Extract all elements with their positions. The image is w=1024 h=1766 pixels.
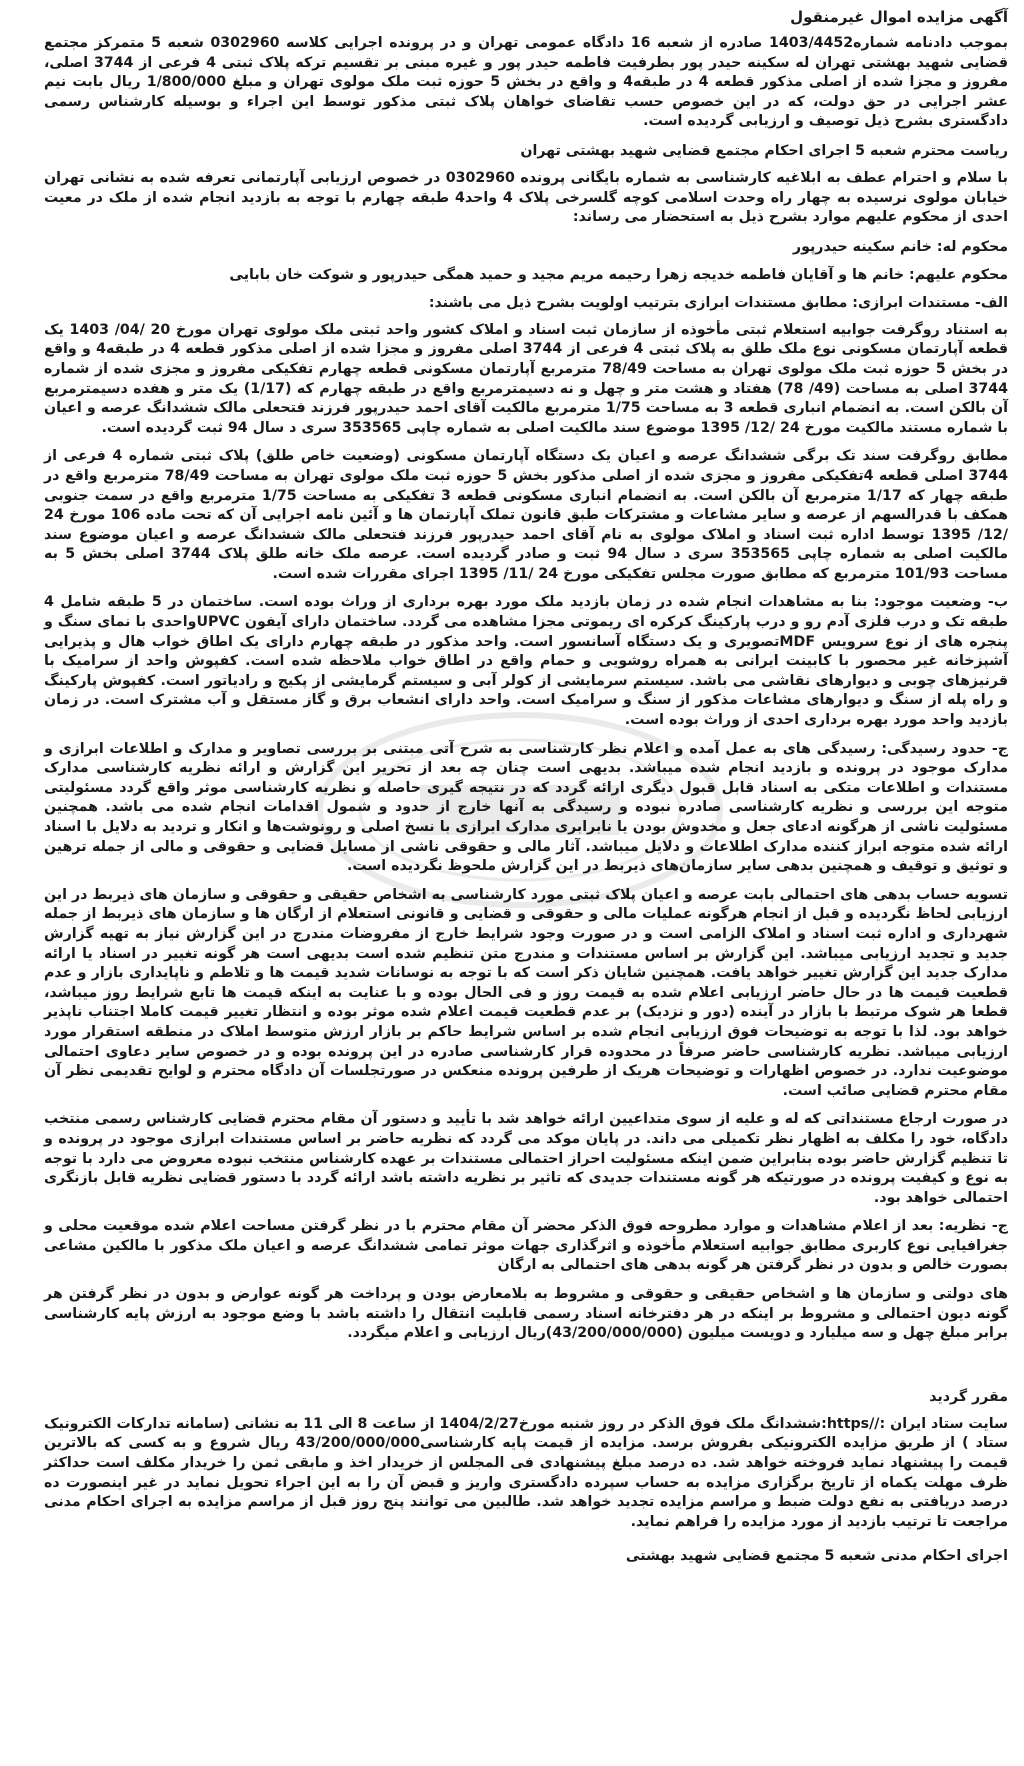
section-a-paragraph-2: مطابق روگرفت سند تک برگی ششدانگ عرصه و اعیان یک دستگاه آپارتمان مسکونی (وضعیت خاص طلق) پلاک ثبتی شماره 4 فرعی از 3744 اصلی قطعه 4تفکیکی مفروز و مجزی شده از اصلی مذکور بخش 5 حوزه ثبت ملک مولوی تهران به مساحت 78/49 مترمربع واقع در طبقه چهار که 1/17 مترمربع آن بالکن است. به انضمام انباری مسکونی قطعه 3 تفکیکی به مساحت 1/75 مترمربع واقع در سمت جنوبی همکف با قدرالسهم از عرصه و سایر مشاعات و مشترکات طبق قانون تملک آپارتمان ها و آئین نامه اجرایی آن که تحت ماده 106 مورخ 24 /12/ 1395 توسط اداره ثبت اسناد و املاک مولوی به نام آقای احمد حیدرپور فرزند فتحعلی مالک ششدانگ عرصه و اعیان موضوع سند مالکیت اصلی به شماره چاپی 353565 سری د سال 94 ثبت و صادر گردیده است. عرصه ملک خانه طلق پلاک 3744 اصلی بخش 5 به مساحت 101/93 مترمربع که مطابق صورت مجلس تفکیکی مورخ 24 /11/ 1395 اجرای مقررات شده است. [44,448,1008,582]
intro-paragraph: بموجب دادنامه شماره1403/4452 صادره از شعبه 16 دادگاه عمومی تهران و در پرونده اجرایی کلاسه 0302960 شعبه 5 متمرکز مجتمع قضایی شهید بهشتی تهران له سکینه حیدر پور بطرفیت فاطمه حیدر پور و غیره مبنی بر تقسیم ترکه پلاک ثبتی 4 فرعی از 3744 اصلی، مفروز و مجزا شده از اصلی مذکور قطعه 4 در طبقه4 و واقع در بخش 5 حوزه ثبت ملک مولوی تهران و مبلغ 1/800/000 ریال بابت نیم عشر اجرایی در حق دولت، که در این خصوص حسب تقاضای خواهان پلاک ثبتی مذکور توسط این اجراء و بوسیله کارشناس رسمی دادگستری بشرح ذیل توصیف و ارزیابی گردیده است. [44,35,1009,130]
signature-line: اجرای احکام مدنی شعبه 5 مجتمع قضایی شهید بهشتی [625,1548,1008,1565]
section-c-paragraph: ج- حدود رسیدگی: رسیدگی های به عمل آمده و اعلام نظر کارشناسی به شرح آتی مبتنی بر بررسی تصاویر و مدارک و اطلاعات ابرازی و مدارک موجود در پرونده و بازدید انجام شده میباشد. بدیهی است چنان چه بعد از تحریر این گزارش و ارائه نظریه کارشناسی مدارک مستندات و اطلاعات متکی به اسناد قابل قبول دیگری ارائه گردد که در نتیجه گیری حاصله و نظریه کارشناسی موثر واقع گردد مسئولیتی متوجه این بررسی و نظریه کارشناسی صادره نبوده و رسیدگی به آنها خارج از حدود و شمول اقدامات انجام شده می باشد. همچنین مسئولیت ناشی از هرگونه ادعای جعل و مخدوش بودن یا نابرابری مدارک ابرازی با نسخ اصلی و رونوشت‌ها و انکار و تردید به دلایل با اسناد ارائه شده متوجه ابراز کننده مدارک اطلاعات و دلایل میباشد. آثار مالی و حقوقی ناشی از مسایل قضایی و حقوقی و مالی از جمله ترهین و توثیق و توقیف و همچنین بدهی سایر سازمان‌های ذیربط در این گزارش ملحوظ نگردیده است. [44,740,1008,875]
document-title: آگهی مزایده اموال غیرمنقول [790,8,1008,26]
judgment-for-line: محکوم له: خانم سکینه حیدرپور [792,238,1008,255]
section-b-paragraph: ب- وضعیت موجود: بنا به مشاهدات انجام شده در زمان بازدید ملک مورد بهره برداری از وراث بوده است. ساختمان در 5 طبقه شامل 4 طبقه تک و درب فلزی آدم رو و درب پارکینگ کرکره ای ریموتی مجزا مشاهده می گردد. ساختمان دارای آیفون UPVCواحدی با نمای سنگ و پنجره های از نوع سرویس MDFتصویری و یک دستگاه آسانسور است. واحد مذکور در طبقه چهارم دارای یک اطاق خواب هال و پذیرایی آشپزخانه غیر محصور با کابینت ایرانی به همراه روشویی و حمام واقع در اطاق خواب ملاحظه شده است. کفپوش واحد از سرامیک با قرنیزهای چوبی و دیوارهای نقاشی می باشد. سیستم سرمایشی از کولر آبی و سیستم گرمایشی از پکیج و رادیاتور است. کفپوش پارکینگ و راه پله از سنگ و دیوارهای مشاعات مذکور از سنگ و سرامیک است. واحد دارای انشعاب برق و گاز مستقل و آب مشترک است. در زمان بازدید واحد مورد بهره برداری احدی از وراث بوده است. [44,594,1009,729]
section-a-paragraph-1: به استناد روگرفت جوابیه استعلام ثبتی مأخوذه از سازمان ثبت اسناد و املاک کشور واحد ثبتی ملک مولوی تهران مورخ 20 /04/ 1403 یک قطعه آپارتمان مسکونی نوع ملک طلق به پلاک ثبتی 4 فرعی از 3744 اصلی مفروز و مجزا شده از اصلی مذکور قطعه 4 در طبقه4 و واقع در بخش 5 حوزه ثبت ملک مولوی تهران به مساحت 78/49 مترمربع آپارتمان مسکونی قطعه چهارم تفکیکی مفروز و مجزی شده از شماره 3744 اصلی به مساحت (49/ 78) هفتاد و هشت متر و چهل و نه دسیمترمربع واقع در طبقه چهارم که (1/17) یک متر و هفده دسیمترمربع آن بالکن است. به انضمام انباری قطعه 3 به مساحت 1/75 مترمربع مالکیت آقای احمد حیدرپور فرزند فتحعلی مالک ششدانگ عرصه و اعیان با شماره مستند مالکیت مورخ 24 /12/ 1395 موضوع سند مالکیت اصلی به شماره چاپی 353565 سری د سال 94 ثبت گردیده است. [44,321,1009,436]
auction-paragraph: سایت ستاد ایران ://https:ششدانگ ملک فوق الذکر در روز شنبه مورخ1404/2/27 از ساعت 8 الی 11 به نشانی (سامانه تدارکات الکترونیک ستاد ) از طریق مزایده الکترونیکی بفروش برسد. مزایده از قیمت پایه کارشناسی43/200/000/000 ریال شروع و به کسی که بالاترین قیمت را پیشنهاد نماید فروخته خواهد شد. ده درصد مبلغ پیشنهادی فی المجلس از خریدار اخذ و مابقی ثمن را خریدار مکلف است حداکثر ظرف مهلت یکماه از تاریخ برگزاری مزایده به حساب سپرده دادگستری واریز و قبض آن را به این اجراء تحویل نماید در غیر اینصورت ده درصد دریافتی به نفع دولت ضبط و مراسم مزایده تجدید خواهد شد. طالبین می توانند پنج روز قبل از مراسم مزایده به اجرای احکام مدنی مراجعت تا ترتیب بازدید از مورد مزایده را فراهم نماید. [44,1415,1008,1530]
spacer [44,1353,1008,1387]
decided-heading: مقرر گردید [929,1388,1008,1405]
greeting-paragraph: با سلام و احترام عطف به ابلاغیه کارشناسی به شماره بایگانی پرونده 0302960 در خصوص ارزیابی آپارتمانی تعرفه شده به نشانی تهران خیابان مولوی نرسیده به چهار راه وحدت اسلامی کوچه گلسرخی پلاک 4 واحد4 طبقه چهارم با توجه به بازدید انجام شده از ملک در معیت احدی از محکوم علیهم موارد بشرح ذیل به استحضار می رساند: [44,169,1008,226]
section-a-heading: الف- مستندات ابرازی: مطابق مستندات ابرازی بترتیب اولویت بشرح ذیل می باشند: [428,294,1008,311]
referral-paragraph: در صورت ارجاع مستنداتی که له و علیه از سوی متداعیین ارائه خواهد شد با تأیید و دستور آن مقام محترم قضایی کارشناس رسمی منتخب دادگاه، خود را مکلف به اظهار نظر تکمیلی می داند. در پایان موکد می گردد که نظریه حاضر بر اساس مستندات ابرازی موجود در پرونده و تا تنظیم گزارش حاضر بوده بنابراین ضمن اینکه مسئولیت احراز احتمالی مستندات بر عهده کارشناس منتخب نبوده معروض می دارد با توجه به نوع و کیفیت پرونده در صورتیکه هر گونه مستندات جدیدی که تاثیر بر نظریه داشته باشد ارائه گردد با دستور قضایی نظریه قابل بازنگری احتمالی خواهد بود. [44,1111,1008,1206]
opinion-paragraph-1: ج- نظریه: بعد از اعلام مشاهدات و موارد مطروحه فوق الذکر محضر آن مقام محترم با در نظر گرفتن مساحت اعلام شده موقعیت محلی و جغرافیایی نوع کاربری مطابق جوابیه استعلام مأخوذه و اثرگذاری جهات موثر تمامی ششدانگ عرصه و اعیان ملک مذکور با مالکین مشاعی بصورت خالص و بدون در نظر گرفتن هر گونه بدهی های احتمالی به ارگان [44,1218,1008,1274]
addressee-line: ریاست محترم شعبه 5 اجرای احکام مجتمع قضایی شهید بهشتی تهران [520,142,1008,159]
judgment-against-line: محکوم علیهم: خانم ها و آقایان فاطمه خدیجه زهرا رحیمه مریم مجید و حمید همگی حیدرپور و شوکت خان بابایی [229,266,1008,283]
debts-paragraph: تسویه حساب بدهی های احتمالی بابت عرصه و اعیان پلاک ثبتی مورد کارشناسی به اشخاص حقیقی و حقوقی و سازمان های ذیربط در این ارزیابی لحاظ نگردیده و قبل از انجام هرگونه عملیات مالی و حقوقی و قضایی و قانونی استعلام از ارگان ها و سازمان های ذیربط از جمله شهرداری و اداره ثبت اسناد و املاک الزامی است و در صورت وجود شرایط خارج از مفروضات مندرج در این گزارش نیاز به تهیه گزارش جدید و تجدید ارزیابی میباشد. این گزارش بر اساس مستندات و مندرج متن تنظیم شده است بدیهی است هر گونه تغییر در اسناد یا ارائه مدارک جدید این گزارش تغییر خواهد یافت. همچنین شایان ذکر است که با توجه به نوسانات شدید قیمت ها و تلاطم و ناپایداری بازار و عدم قطعیت قیمت ها در حال حاضر ارزیابی اعلام شده به قیمت روز و فی الحال بوده و با عنایت به اینکه قیمت ها تابع شرایط روز میباشد، قطعا هر شوک مرتبط با بازار در آینده (دور و نزدیک) بر عدم قطعیت قیمت اعلام شده موثر بوده و انتظار تغییر قیمت کاملا اجتناب ناپذیر خواهد بود. لذا با توجه به توضیحات فوق ارزیابی انجام شده بر اساس شرایط حاکم بر بازار ارزش متوسط املاک در منطقه استقرار مورد ارزیابی میباشد. نظریه کارشناسی حاضر صرفاً در محدوده قرار کارشناسی صادره در این پرونده بوده و در خصوص سایر دعاوی احتمالی موضوعیت ندارد. در خصوص اظهارات و توضیحات هریک از طرفین پرونده منعکس در صورتجلسات آن دادگاه محترم و لوایح تقدیمی نظر آن مقام محترم قضایی صائب است. [44,886,1008,1099]
opinion-paragraph-2: های دولتی و سازمان ها و اشخاص حقیقی و حقوقی و مشروط به بلامعارض بودن و پرداخت هر گونه عوارض و بدون در نظر گرفتن هر گونه دیون احتمالی و مشروط بر اینکه در هر دفترخانه اسناد رسمی قابلیت انتقال را داشته باشد با وضع موجود به ارزش پایه کارشناسی برابر مبلغ چهل و سه میلیارد و دویست میلیون (43/200/000/000)ریال ارزیابی و اعلام میگردد. [44,1286,1008,1342]
